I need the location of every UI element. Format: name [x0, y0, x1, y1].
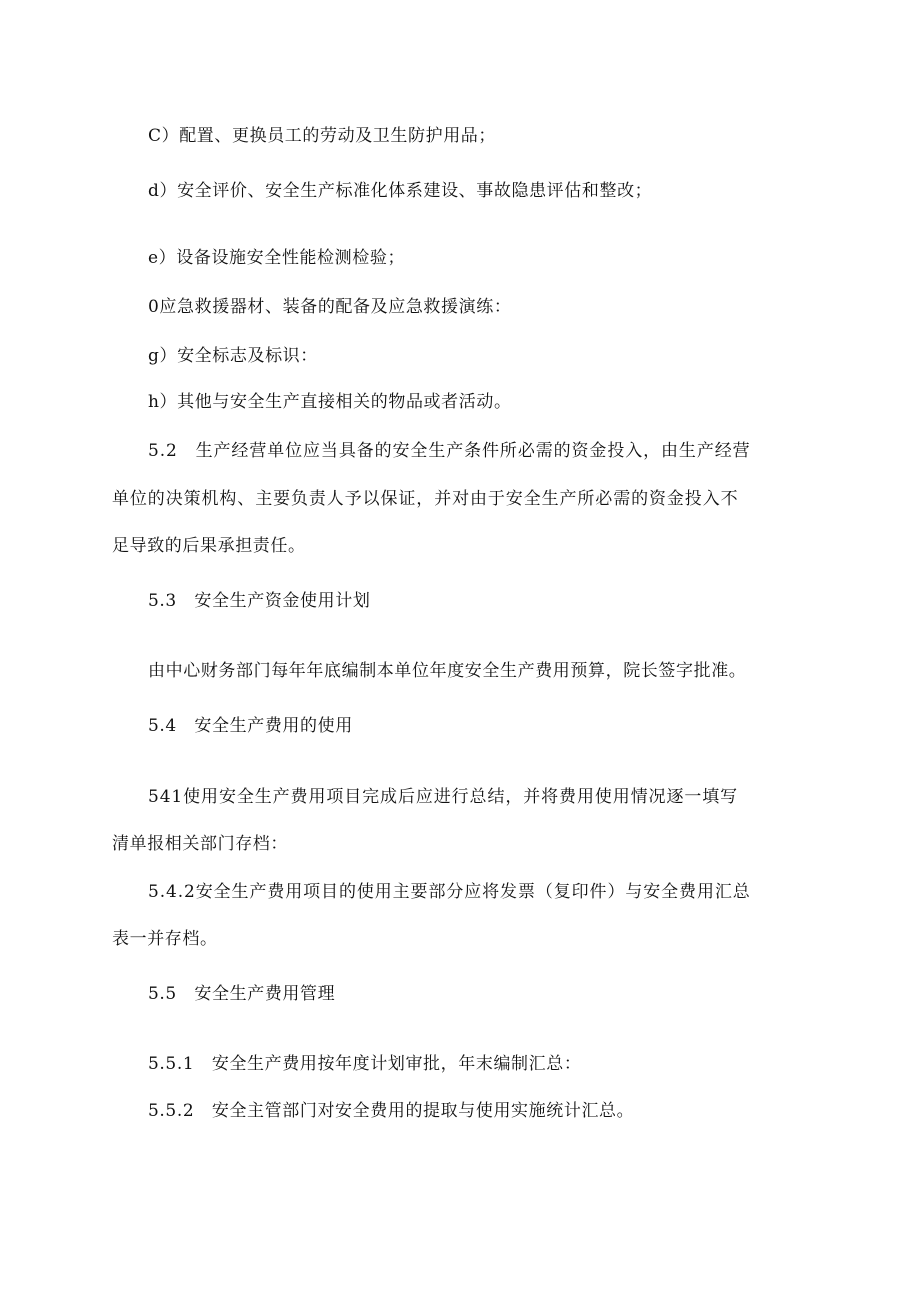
para-5-2-line-1: 5.2 生产经营单位应当具备的安全生产条件所必需的资金投入，由生产经营 — [148, 441, 751, 461]
para-5-4-2-line-2: 表一并存档。 — [112, 929, 218, 949]
heading-5-4: 5.4 安全生产费用的使用 — [148, 716, 353, 736]
para-5-2-line-2: 单位的决策机构、主要负责人予以保证，并对由于安全生产所必需的资金投入不 — [112, 489, 739, 509]
item-g: g）安全标志及标识： — [148, 346, 318, 366]
para-5-2-line-3: 足导致的后果承担责任。 — [112, 536, 306, 556]
item-e: e）设备设施安全性能检测检验； — [148, 248, 406, 268]
para-5-4-2-line-1: 5.4.2安全生产费用项目的使用主要部分应将发票（复印件）与安全费用汇总 — [148, 882, 751, 902]
para-5-4-1-line-1: 541使用安全生产费用项目完成后应进行总结，并将费用使用情况逐一填写 — [148, 787, 739, 807]
heading-5-3: 5.3 安全生产资金使用计划 — [148, 591, 371, 611]
para-5-3: 由中心财务部门每年年底编制本单位年度安全生产费用预算，院长签字批准。 — [148, 661, 747, 681]
para-5-4-1-line-2: 清单报相关部门存档： — [112, 834, 288, 854]
heading-5-5: 5.5 安全生产费用管理 — [148, 984, 336, 1004]
para-5-5-1: 5.5.1 安全生产费用按年度计划审批，年末编制汇总： — [148, 1054, 582, 1074]
item-f: 0应急救援器材、装备的配备及应急救援演练： — [148, 297, 512, 317]
item-h: h）其他与安全生产直接相关的物品或者活动。 — [148, 392, 512, 412]
para-5-5-2: 5.5.2 安全主管部门对安全费用的提取与使用实施统计汇总。 — [148, 1101, 635, 1121]
item-c: C）配置、更换员工的劳动及卫生防护用品； — [148, 126, 497, 146]
item-d: d）安全评价、安全生产标准化体系建设、事故隐患评估和整改； — [148, 181, 653, 201]
